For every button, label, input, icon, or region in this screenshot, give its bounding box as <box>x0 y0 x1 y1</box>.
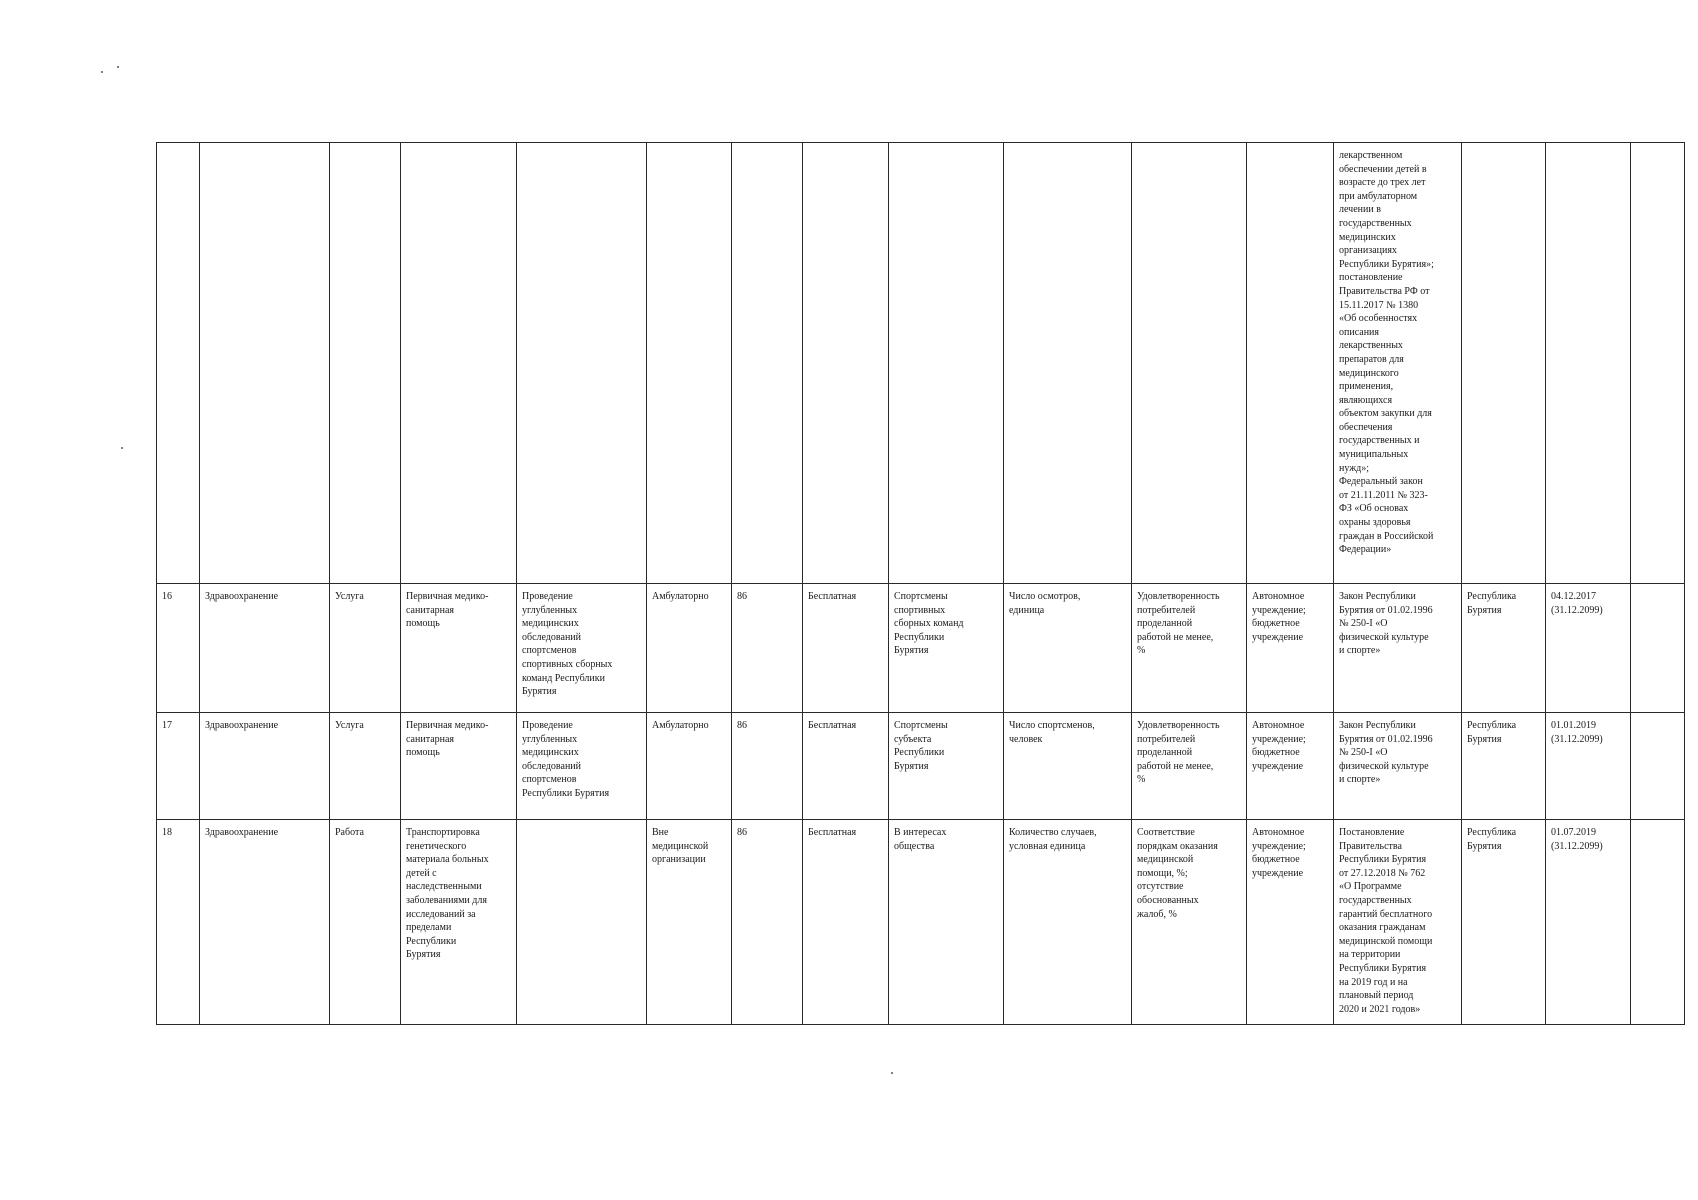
cell-conditions: Амбулаторно <box>647 713 732 820</box>
cell-quality-indicator <box>1132 143 1247 584</box>
cell-num: 17 <box>157 713 200 820</box>
cell-okved: 86 <box>732 713 803 820</box>
cell-content <box>517 820 647 1025</box>
cell-name: Транспортировка генетического материала больных детей с наследственными заболеваниями для исследований за пределами Республики Бурятия <box>401 820 517 1025</box>
cell-dates <box>1546 143 1631 584</box>
table-row <box>157 584 1685 713</box>
cell-authority: Республика Бурятия <box>1462 584 1546 713</box>
cell-num: 18 <box>157 820 200 1025</box>
cell-content <box>517 143 647 584</box>
cell-conditions: Амбулаторно <box>647 584 732 713</box>
cell-volume-indicator: Количество случаев, условная единица <box>1004 820 1132 1025</box>
table-row <box>157 143 1685 584</box>
cell-conditions <box>647 143 732 584</box>
cell-sector: Здравоохранение <box>200 584 330 713</box>
cell-quality-indicator: Соответствие порядкам оказания медицинской помощи, %; отсутствие обоснованных жалоб, % <box>1132 820 1247 1025</box>
cell-sector <box>200 143 330 584</box>
cell-institution-type: Автономное учреждение; бюджетное учреждение <box>1247 713 1334 820</box>
cell-sector: Здравоохранение <box>200 713 330 820</box>
cell-okved: 86 <box>732 820 803 1025</box>
cell-extra <box>1631 143 1685 584</box>
cell-volume-indicator: Число спортсменов, человек <box>1004 713 1132 820</box>
cell-dates: 01.07.2019 (31.12.2099) <box>1546 820 1631 1025</box>
cell-extra <box>1631 584 1685 713</box>
cell-authority: Республика Бурятия <box>1462 820 1546 1025</box>
cell-legal-basis: Закон Республики Бурятия от 01.02.1996 № 250-I «О физической культуре и спорте» <box>1334 584 1462 713</box>
cell-name: Первичная медико- санитарная помощь <box>401 584 517 713</box>
cell-authority <box>1462 143 1546 584</box>
cell-legal-basis: Закон Республики Бурятия от 01.02.1996 № 250-I «О физической культуре и спорте» <box>1334 713 1462 820</box>
cell-payment: Бесплатная <box>803 713 889 820</box>
table-row <box>157 820 1685 1025</box>
scan-speck <box>101 71 103 73</box>
cell-quality-indicator: Удовлетворенность потребителей проделанной работой не менее, % <box>1132 584 1247 713</box>
cell-institution-type: Автономное учреждение; бюджетное учреждение <box>1247 584 1334 713</box>
cell-sector: Здравоохранение <box>200 820 330 1025</box>
cell-type: Работа <box>330 820 401 1025</box>
cell-payment: Бесплатная <box>803 584 889 713</box>
cell-name <box>401 143 517 584</box>
cell-type: Услуга <box>330 584 401 713</box>
cell-volume-indicator: Число осмотров, единица <box>1004 584 1132 713</box>
table-row <box>157 713 1685 820</box>
cell-dates: 04.12.2017 (31.12.2099) <box>1546 584 1631 713</box>
cell-okved <box>732 143 803 584</box>
cell-type <box>330 143 401 584</box>
registry-table <box>156 142 1685 1025</box>
scan-speck <box>117 66 119 68</box>
cell-num <box>157 143 200 584</box>
cell-institution-type <box>1247 143 1334 584</box>
cell-legal-basis: лекарственном обеспечении детей в возрасте до трех лет при амбулаторном лечении в государственных медицинских организациях Республики Бурятия»; постановление Правительства РФ от 15.11.2017 № 1380 «Об особенностях описания лекарственных препаратов для медицинского применения, являющихся объектом закупки для обеспечения государственных и муниципальных нужд»; Федеральный закон от 21.11.2011 № 323- ФЗ «Об основах охраны здоровья граждан в Российской Федерации» <box>1334 143 1462 584</box>
cell-legal-basis: Постановление Правительства Республики Бурятия от 27.12.2018 № 762 «О Программе государственных гарантий бесплатного оказания гражданам медицинской помощи на территории Республики Бурятия на 2019 год и на плановый период 2020 и 2021 годов» <box>1334 820 1462 1025</box>
cell-payment: Бесплатная <box>803 820 889 1025</box>
cell-volume-indicator <box>1004 143 1132 584</box>
cell-dates: 01.01.2019 (31.12.2099) <box>1546 713 1631 820</box>
cell-quality-indicator: Удовлетворенность потребителей проделанной работой не менее, % <box>1132 713 1247 820</box>
cell-consumers: Спортсмены спортивных сборных команд Республики Бурятия <box>889 584 1004 713</box>
cell-conditions: Вне медицинской организации <box>647 820 732 1025</box>
cell-extra <box>1631 820 1685 1025</box>
cell-consumers: Спортсмены субъекта Республики Бурятия <box>889 713 1004 820</box>
cell-okved: 86 <box>732 584 803 713</box>
cell-name: Первичная медико- санитарная помощь <box>401 713 517 820</box>
cell-content: Проведение углубленных медицинских обследований спортсменов спортивных сборных команд Республики Бурятия <box>517 584 647 713</box>
scan-speck <box>891 1072 893 1074</box>
cell-extra <box>1631 713 1685 820</box>
cell-consumers: В интересах общества <box>889 820 1004 1025</box>
cell-num: 16 <box>157 584 200 713</box>
cell-institution-type: Автономное учреждение; бюджетное учреждение <box>1247 820 1334 1025</box>
cell-type: Услуга <box>330 713 401 820</box>
cell-content: Проведение углубленных медицинских обследований спортсменов Республики Бурятия <box>517 713 647 820</box>
cell-payment <box>803 143 889 584</box>
cell-consumers <box>889 143 1004 584</box>
cell-authority: Республика Бурятия <box>1462 713 1546 820</box>
scan-speck <box>121 447 123 449</box>
